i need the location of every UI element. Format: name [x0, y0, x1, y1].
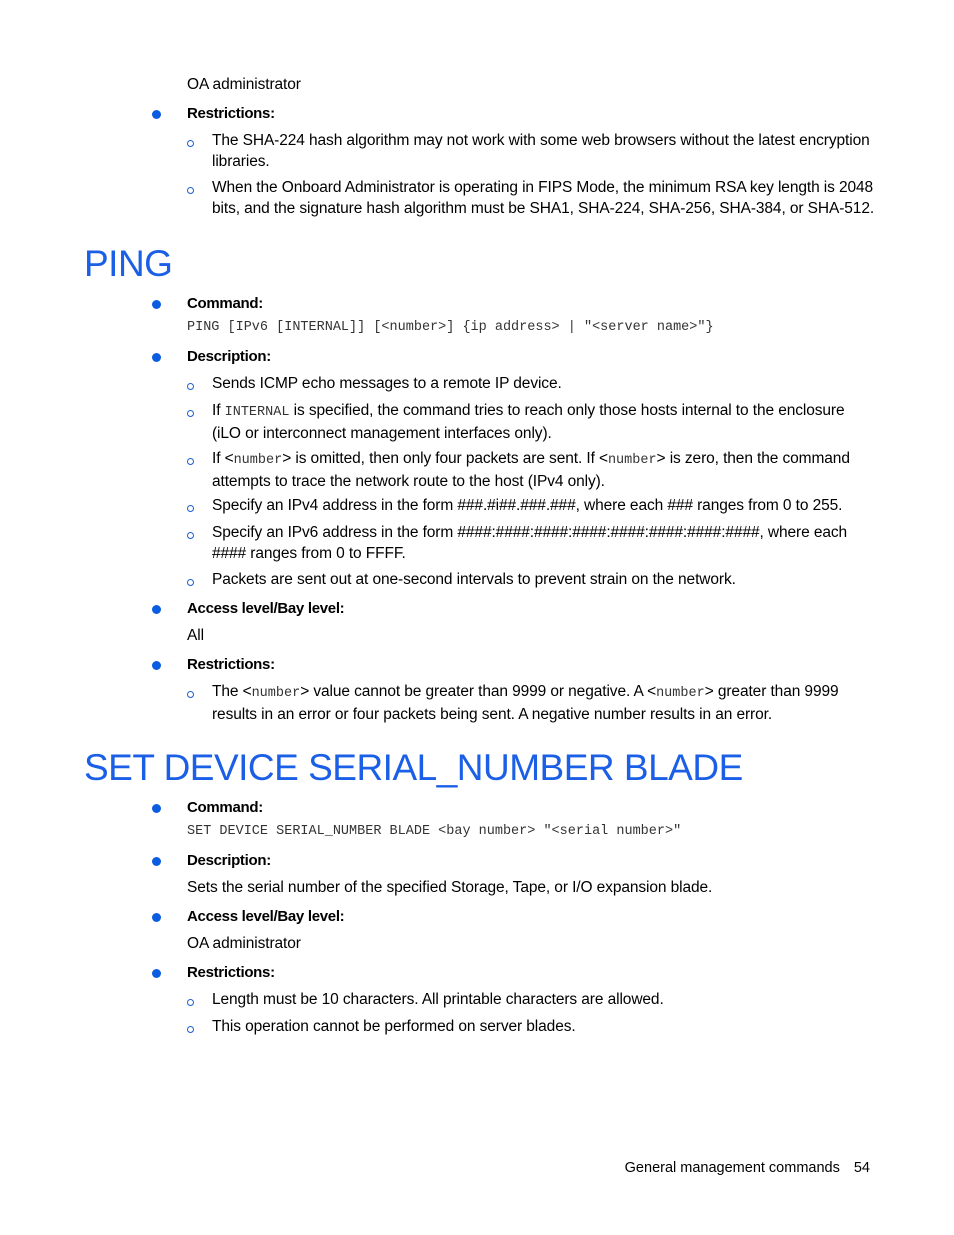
- text-run: > greater than 9999 results in an error or four packets being sent. A negative number results in an error.: [212, 683, 839, 723]
- sub-bullet-icon: [187, 410, 194, 417]
- sub-bullet-icon: [187, 505, 194, 512]
- sub-bullet-icon: [187, 691, 194, 698]
- bullet-icon: [152, 857, 161, 866]
- ping-access-value: All: [187, 627, 204, 644]
- footer-page-number: 54: [853, 1160, 870, 1176]
- ping-restrictions-label: Restrictions:: [187, 656, 275, 673]
- serial-restrictions-label: Restrictions:: [187, 964, 275, 981]
- serial-restriction-1: Length must be 10 characters. All printable characters are allowed.: [212, 991, 664, 1008]
- code-number: number: [233, 453, 283, 468]
- ping-command-label: Command:: [187, 295, 263, 312]
- sub-bullet-icon: [187, 458, 194, 465]
- page-footer: [625, 1158, 870, 1178]
- text-run: > is omitted, then only four packets are sent. If <: [282, 450, 608, 467]
- text-run: If: [212, 402, 225, 419]
- ping-command-syntax: PING [IPv6 [INTERNAL]] [<number>] {ip address> | "<server name>"}: [187, 320, 714, 335]
- intro-restriction-2: When the Onboard Administrator is operating in FIPS Mode, the minimum RSA key length is 2048 bits, and the signature hash algorithm must be SHA1, SHA-224, SHA-256, SHA-384, or SHA-512.: [212, 179, 875, 217]
- text-run: > is zero, then the command attempts to trace the network route to the host (IPv4 only).: [212, 450, 850, 490]
- sub-bullet-icon: [187, 383, 194, 390]
- ping-desc-2: [212, 401, 877, 444]
- ping-desc-1: Sends ICMP echo messages to a remote IP device.: [212, 375, 562, 392]
- bullet-icon: [152, 804, 161, 813]
- ping-access-label: Access level/Bay level:: [187, 600, 345, 617]
- sub-bullet-icon: [187, 532, 194, 539]
- ping-desc-5: Specify an IPv6 address in the form ####:####:####:####:####:####:####:####, where each #### ranges from 0 to FFFF.: [212, 524, 848, 562]
- ping-desc-3: [212, 449, 877, 492]
- sub-bullet-icon: [187, 999, 194, 1006]
- text-run: is specified, the command tries to reach only those hosts internal to the enclosure (iLO or interconnect management interfaces only).: [212, 402, 845, 442]
- serial-command-syntax: SET DEVICE SERIAL_NUMBER BLADE <bay number> "<serial number>": [187, 824, 682, 839]
- bullet-icon: [152, 300, 161, 309]
- ping-heading: PING: [84, 243, 173, 284]
- serial-command-label: Command:: [187, 799, 263, 816]
- intro-restriction-1: The SHA-224 hash algorithm may not work with some web browsers without the latest encryption libraries.: [212, 132, 870, 170]
- serial-description: Sets the serial number of the specified Storage, Tape, or I/O expansion blade.: [187, 879, 713, 896]
- code-number: number: [607, 453, 657, 468]
- ping-restriction-1: [212, 682, 877, 725]
- bullet-icon: [152, 969, 161, 978]
- serial-restriction-2: This operation cannot be performed on server blades.: [212, 1018, 576, 1035]
- sub-bullet-icon: [187, 579, 194, 586]
- serial-access-value: OA administrator: [187, 935, 301, 952]
- text-run: If <: [212, 450, 234, 467]
- ping-description-label: Description:: [187, 348, 271, 365]
- sub-bullet-icon: [187, 140, 194, 147]
- serial-description-label: Description:: [187, 852, 271, 869]
- sub-bullet-icon: [187, 1026, 194, 1033]
- ping-desc-6: Packets are sent out at one-second intervals to prevent strain on the network.: [212, 571, 736, 588]
- intro-access-value: OA administrator: [187, 76, 301, 93]
- footer-section-title: General management commands: [624, 1160, 840, 1176]
- serial-access-label: Access level/Bay level:: [187, 908, 345, 925]
- serial-heading: SET DEVICE SERIAL_NUMBER BLADE: [84, 747, 743, 788]
- intro-restrictions-label: Restrictions:: [187, 105, 275, 122]
- bullet-icon: [152, 353, 161, 362]
- ping-desc-4: Specify an IPv4 address in the form ###.#i##.###.###, where each ### ranges from 0 to 255.: [212, 497, 843, 514]
- code-number: number: [251, 686, 301, 701]
- bullet-icon: [152, 605, 161, 614]
- text-run: The <: [212, 683, 252, 700]
- code-number: number: [656, 686, 705, 701]
- bullet-icon: [152, 913, 161, 922]
- bullet-icon: [152, 110, 161, 119]
- text-run: > value cannot be greater than 9999 or negative. A <: [300, 683, 657, 700]
- code-internal: INTERNAL: [224, 405, 290, 420]
- bullet-icon: [152, 661, 161, 670]
- sub-bullet-icon: [187, 187, 194, 194]
